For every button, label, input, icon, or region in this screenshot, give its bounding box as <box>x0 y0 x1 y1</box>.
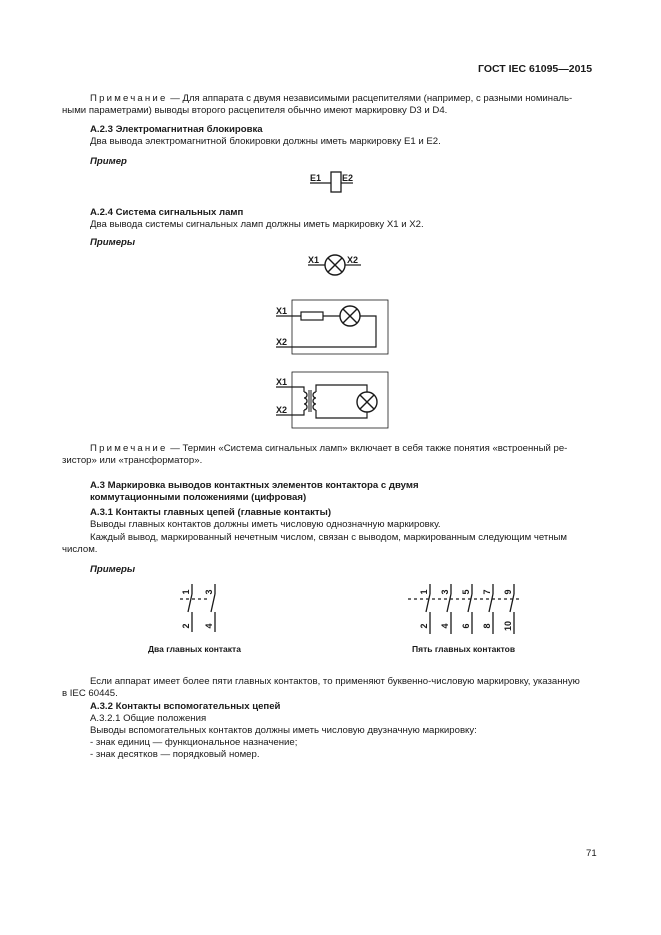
transformer-primary-icon <box>304 392 307 410</box>
terminal-10: 10 <box>503 620 513 632</box>
section-a24-heading: А.2.4 Система сигнальных ламп <box>90 207 244 218</box>
section-a24-body: Два вывода системы сигнальных ламп должны иметь маркировку Х1 и Х2. <box>90 219 424 230</box>
dashed-frame <box>292 300 388 354</box>
note-2-line-1: — Термин «Система сигнальных ламп» включает в себя также понятия «встроенный ре- <box>167 443 568 454</box>
terminal-8: 8 <box>482 623 492 629</box>
section-a24-examples-label: Примеры <box>90 237 136 248</box>
transformer-secondary-icon <box>313 392 316 410</box>
contact-1 <box>419 584 430 634</box>
terminal-3: 3 <box>440 589 450 595</box>
section-a31-body-2-line-2: числом. <box>62 544 98 555</box>
resistor-icon <box>301 312 323 320</box>
bullet-units: - знак единиц — функциональное назначение; <box>90 737 298 748</box>
section-a3-heading-line-2: коммутационными положениями (цифровая) <box>90 492 307 503</box>
transformer-diagram-x1: X1 <box>276 377 288 387</box>
section-a31-body-2-line-1: Каждый вывод, маркированный нечетным числом, связан с выводом, маркированным следующим четным <box>90 532 568 543</box>
section-a23-example-label: Пример <box>90 156 127 167</box>
terminal-4: 4 <box>204 623 214 629</box>
two-contacts-diagram <box>140 582 260 656</box>
five-contacts-caption: Пять главных контактов <box>412 644 516 654</box>
transformer-diagram-x2: X2 <box>276 405 288 415</box>
note-2-line-2: зистор» или «трансформатор». <box>62 455 203 466</box>
terminal-9: 9 <box>503 589 513 595</box>
note-1-label: Примечание <box>90 93 168 104</box>
terminal-2: 2 <box>181 623 191 629</box>
section-a31-body-1: Выводы главных контактов должны иметь числовую однозначную маркировку. <box>90 519 441 530</box>
lamp-label-x2: X2 <box>347 255 359 265</box>
section-a3-heading-line-1: А.3 Маркировка выводов контактных элементов контактора с двумя <box>90 480 419 491</box>
section-a23-body: Два вывода электромагнитной блокировки должны иметь маркировку Е1 и Е2. <box>90 136 441 147</box>
resistor-diagram-x1: X1 <box>276 306 288 316</box>
section-a31-heading: А.3.1 Контакты главных цепей (главные контакты) <box>90 507 332 518</box>
section-a31-examples-label: Примеры <box>90 564 136 575</box>
page-number: 71 <box>586 848 597 859</box>
section-a321-heading: А.3.2.1 Общие положения <box>90 713 207 724</box>
terminal-5: 5 <box>461 589 471 595</box>
terminal-6: 6 <box>461 623 471 629</box>
contact-1 <box>181 584 192 632</box>
document-header: ГОСТ IEC 61095—2015 <box>478 63 593 75</box>
lamp-label-x1: X1 <box>308 255 320 265</box>
note-2-line-1-row <box>90 443 567 456</box>
note-1 <box>90 93 600 106</box>
section-a23-heading: А.2.3 Электромагнитная блокировка <box>90 124 263 135</box>
two-contacts-caption: Два главных контакта <box>148 644 241 654</box>
contact-4 <box>482 584 493 634</box>
terminal-1: 1 <box>419 589 429 595</box>
lamp-transformer-diagram <box>272 368 392 432</box>
lamp-resistor-diagram <box>272 296 392 358</box>
contact-2 <box>440 584 451 634</box>
lamp-diagram <box>300 250 370 280</box>
section-a32-body: Выводы вспомогательных контактов должны иметь числовую двузначную маркировку: <box>90 725 477 736</box>
more-contacts-line-1: Если аппарат имеет более пяти главных контактов, то применяют буквенно-числовую маркировку, указанную <box>90 676 580 687</box>
resistor-diagram-x2: X2 <box>276 337 288 347</box>
section-a32-heading: А.3.2 Контакты вспомогательных цепей <box>90 701 281 712</box>
more-contacts-line-2: в IEC 60445. <box>62 688 118 699</box>
note-2-label: Примечание <box>90 443 168 454</box>
contact-2 <box>204 584 215 632</box>
terminal-2: 2 <box>419 623 429 629</box>
note-1-line-1: — Для аппарата с двумя независимыми расцепителями (например, с разными номиналь- <box>167 93 573 104</box>
coil-label-e1: E1 <box>310 173 322 183</box>
terminal-3: 3 <box>204 589 214 595</box>
contact-5 <box>503 584 514 634</box>
terminal-7: 7 <box>482 589 492 595</box>
coil-label-e2: E2 <box>342 173 354 183</box>
coil-diagram <box>300 168 370 196</box>
coil-symbol <box>331 172 341 192</box>
contact-3 <box>461 584 472 634</box>
note-1-line-2: ными параметрами) выводы второго расцепителя обычно имеют маркировку D3 и D4. <box>62 105 448 116</box>
five-contacts-diagram <box>400 582 530 656</box>
bullet-tens: - знак десятков — порядковый номер. <box>90 749 260 760</box>
terminal-1: 1 <box>181 589 191 595</box>
terminal-4: 4 <box>440 623 450 629</box>
